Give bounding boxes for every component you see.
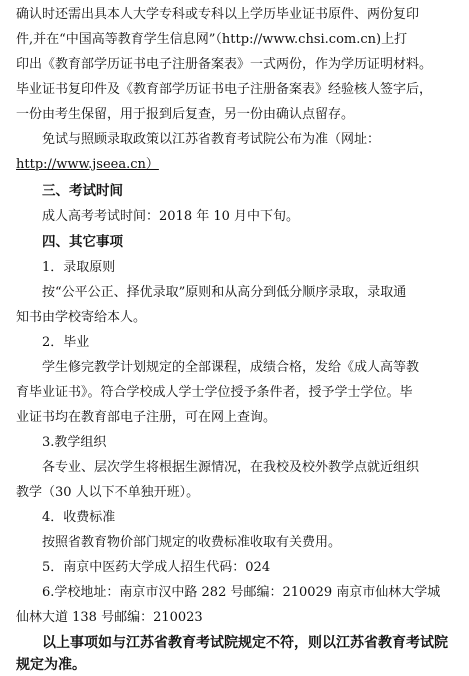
paragraph-line: 业证书均在教育部电子注册，可在网上查询。: [16, 410, 277, 425]
section-heading-other-matters: 四、其它事项: [42, 234, 123, 250]
paragraph-line: 件,并在“中国高等教育学生信息网”（http://www.chsi.com.cn)上打: [16, 32, 408, 47]
paragraph-line: 知书由学校寄给本人。: [16, 310, 147, 325]
subsection-heading: 2．毕业: [42, 335, 90, 350]
paragraph-line: 仙林大道 138 号邮编：210023: [16, 610, 203, 625]
closing-note: 以上事项如与江苏省教育考试院规定不符，则以江苏省教育考试院: [42, 635, 448, 651]
paragraph-line: 6.学校地址：南京市汉中路 282 号邮编：210029 南京市仙林大学城: [42, 585, 441, 600]
paragraph-line: 按“公平公正、择优录取”原则和从高分到低分顺序录取，录取通: [42, 285, 407, 300]
closing-note: 规定为准。: [16, 657, 86, 673]
website-link[interactable]: http://www.jseea.cn）: [16, 157, 159, 172]
paragraph-line: 育毕业证书》。符合学校成人学士学位授予条件者，授予学士学位。毕: [16, 385, 413, 400]
paragraph-line: 成人高考考试时间：2018 年 10 月中下旬。: [42, 209, 300, 224]
section-heading-exam-time: 三、考试时间: [42, 183, 123, 199]
paragraph-line: 学生修完教学计划规定的全部课程，成绩合格，发给《成人高等教: [42, 360, 420, 375]
paragraph-line: 确认时还需出具本人大学专科或专科以上学历毕业证书原件、两份复印: [16, 7, 420, 22]
paragraph-line: 免试与照顾录取政策以江苏省教育考试院公布为准（网址：: [42, 132, 381, 147]
paragraph-line: 教学（30 人以下不单独开班）。: [16, 485, 200, 500]
paragraph-line: 一份由考生保留，用于报到后复查，另一份由确认点留存。: [16, 107, 355, 122]
subsection-heading: 3.教学组织: [42, 435, 107, 450]
subsection-heading: 1．录取原则: [42, 260, 116, 275]
paragraph-line: 各专业、层次学生将根据生源情况，在我校及校外教学点就近组织: [42, 460, 420, 475]
paragraph-line: 5．南京中医药大学成人招生代码：024: [42, 560, 271, 575]
paragraph-line: 印出《教育部学历证书电子注册备案表》一式两份，作为学历证明材料。: [16, 57, 433, 72]
paragraph-line: 按照省教育物价部门规定的收费标准收取有关费用。: [42, 535, 342, 550]
paragraph-line: 毕业证书复印件及《教育部学历证书电子注册备案表》经验核人签字后，: [16, 82, 433, 97]
subsection-heading: 4．收费标准: [42, 510, 116, 525]
